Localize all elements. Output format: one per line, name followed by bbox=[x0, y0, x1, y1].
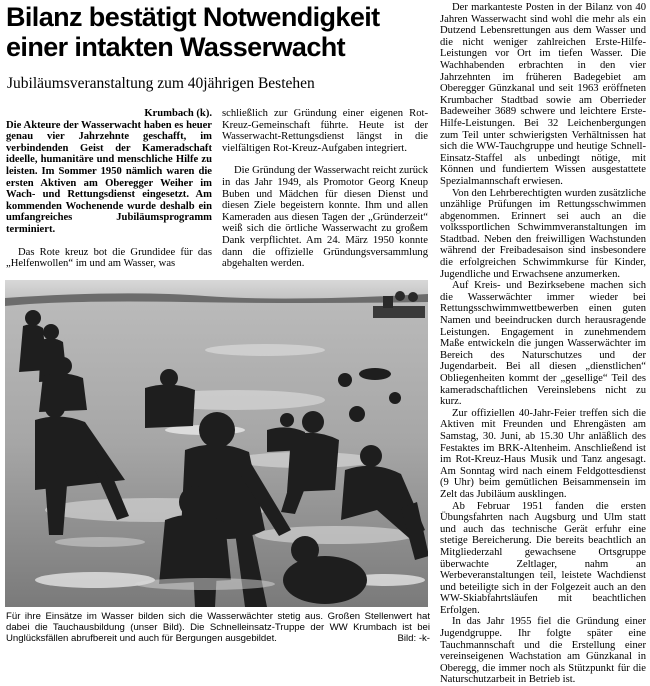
body-paragraph: schließlich zur Gründung einer eigenen Rot-Kreuz-Gemeinschaft führte. Heute ist der Wasserwacht-Rettungsdienst längst in die vielfältigen Rot-Kreuz-Aufgaben integriert. bbox=[222, 108, 428, 154]
body-paragraph: Zur offiziellen 40-Jahr-Feier treffen sich die Aktiven mit Freunden und Ehrengästen am Samstag, 30. Juni, ab 15.30 Uhr anläßlich des Festaktes im BRK-Altenheim. Anschließend ist im Rot-Kreuz-Haus Musik und Tanz angesagt. Am Sonntag wird nach einem Feldgottesdienst (9 Uhr) beim gemütlichen Beisammensein im Zelt das Jubiläum ausklingen. bbox=[440, 407, 646, 500]
body-paragraph: Der markanteste Posten in der Bilanz von 40 Jahren Wasserwacht sind wohl die mehr als ein Dutzend Lebensrettungen aus dem Wasser und die nicht weniger zahlreichen Erste-Hilfe-Leistungen vor Ort im tiefen Wasser. Die Wachhabenden erbrachten in den vier Jahrzehnten im früheren Badegebiet am Oberegger Günzkanal und seit 1963 eröffneten Krumbacher Stadtbad sowie am Oberrieder Badeweiher 3689 schwere und leichtere Erste-Hilfe-Leistungen. Bei 32 Leichenbergungen zum Teil unter schwierigsten Verhältnissen hat sich die WW-Tauchgruppe und heutige Schnell-Einsatz-Staffel als unbedingt nötige, mit Können und fundiertem Wissen ausgestattete Spezialmannschaft erwiesen. bbox=[440, 2, 646, 187]
dateline: Krumbach (k). bbox=[144, 108, 212, 119]
article-column-2 bbox=[222, 108, 428, 270]
body-paragraph: Ab Februar 1951 fanden die ersten Übungsfahrten nach Augsburg und Ulm statt und auch das technische Gerät erfuhr eine stetige Bereicherung. Die bereits beachtlich an Mitgliederzahl gewachsene Ortsgruppe überwachte Zeltlager, nahm an Werbeveranstaltungen teil, leistete Wachdienst und beteiligte sich in der Folgezeit auch an den WW-Skiabfahrtsläufen mit beachtlichen Erfolgen. bbox=[440, 500, 646, 616]
photo-credit: Bild: -k- bbox=[397, 633, 430, 645]
body-paragraph: Auf Kreis- und Bezirksebene machen sich die Wasserwächter immer wieder bei Rettungsschwimmwettbewerben einen guten Namen und beeindrucken durch herausragende Leistungen. Engagement in zunehmendem Maße entwickeln die jungen Wasserwächter im Bereich des Naturschutzes und der Jugendarbeit. Bei all diesen „dienstlichen“ Obliegenheiten kommt der „gesellige“ Teil des kameradschaftlichen Vereinslebens nicht zu kurz. bbox=[440, 280, 646, 408]
photo-caption bbox=[6, 611, 430, 645]
photo-illustration bbox=[5, 280, 428, 607]
headline: Bilanz bestätigt Notwendigkeit einer intakten Wasserwacht bbox=[6, 2, 380, 62]
caption-text: Für ihre Einsätze im Wasser bilden sich die Wasserwächter stetig aus. Großen Stellenwert hat dabei die Tauchausbildung (unser Bild). Die Schnelleinsatz-Truppe der WW Krumbach ist bei Unglücksfällen abrufbereit und auch für Bergungen ausgebildet. bbox=[6, 611, 430, 645]
subheadline: Jubiläumsveranstaltung zum 40jährigen Bestehen bbox=[7, 75, 315, 92]
body-paragraph: Von den Lehrberechtigten wurden zusätzliche unzählige Prüfungen im Rettungsschwimmen abgenommen. Erinnert sei auch an die volkssportlichen Schwimmveranstaltungen im Stadtbad. Neben den freiwilligen Wachstunden während der Freibadesaison sind insbesondere die erfolgreichen Schwimmkurse für Kinder, Jugendliche und Erwachsene anzumerken. bbox=[440, 187, 646, 280]
body-paragraph: Das Rote kreuz bot die Grundidee für das „Helfenwollen“ im und am Wasser, was bbox=[6, 246, 212, 270]
lead-paragraph: Die Akteure der Wasserwacht haben es heuer genau vier Jahrzehnte geschafft, im verbindenden Geist der Kameradschaft ideelle, humanitäre und menschliche Hilfe zu leisten. Im Sommer 1950 nämlich waren die ersten Aktiven am Oberegger Weiher im Wach- und Rettungsdienst eingesetzt. Am kommenden Wochenende wurde deshalb ein umfangreiches Jubiläumsprogramm terminiert. bbox=[6, 119, 212, 235]
body-paragraph: In das Jahr 1955 fiel die Gründung einer Jugendgruppe. Ihr folgte später eine Tauchmannschaft und die Erstellung einer vereinseigenen Wachstation am Günzkanal in Oberegg, die immer noch als Stützpunkt für die Naturschutzarbeit in Betrieb ist. bbox=[440, 616, 646, 686]
body-paragraph: Die Gründung der Wasserwacht reicht zurück in das Jahr 1949, als Promotor Georg Kneup Buben und Mädchen für diesen Dienst und diesen Ziele begeistern konnte. Ihm und allen Kameraden aus diesen Tagen der „Gründerzeit“ weiß sich die örtliche Wasserwacht zu großem Dank verpflichtet. Am 24. März 1950 konnte dann die offizielle Gründungsversammlung abgehalten werden. bbox=[222, 165, 428, 270]
article-column-3 bbox=[440, 2, 646, 686]
article-column-1 bbox=[6, 108, 212, 270]
divers-photo bbox=[5, 280, 428, 607]
